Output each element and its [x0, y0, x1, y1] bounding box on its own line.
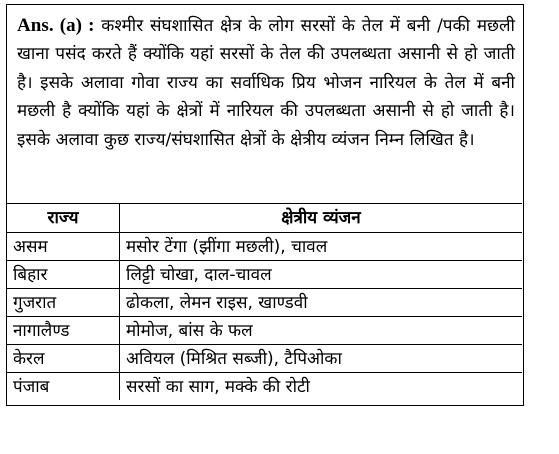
answer-paragraph — [17, 12, 515, 154]
table-row — [7, 289, 522, 317]
cell-state: असम — [7, 233, 120, 261]
table-header-row — [7, 204, 522, 233]
cell-cuisine: अवियल (मिश्रित सब्जी), टैपिओका — [120, 345, 523, 373]
cell-state: बिहार — [7, 261, 120, 289]
answer-text: कश्मीर संघशासित क्षेत्र के लोग सरसों के तेल में बनी /पकी मछली खाना पसंद करते हैं क्योंकि यहां सरसों के तेल की उपलब्धता असानी से हो जाती है। इसके अलावा गोवा राज्य का सर्वाधिक प्रिय भोजन नारियल के तेल में बनी मछली है क्योंकि यहां के क्षेत्रों में नारियल की उपलब्धता असानी से हो जाती है। इसके अलावा कुछ राज्य/संघशासित क्षेत्रों के क्षेत्रीय व्यंजन निम्न लिखित है। — [17, 16, 515, 150]
table-row — [7, 345, 522, 373]
header-cuisine: क्षेत्रीय व्यंजन — [120, 204, 523, 233]
cuisine-table — [7, 203, 522, 400]
cell-cuisine: ढोकला, लेमन राइस, खाण्डवी — [120, 289, 523, 317]
table-row — [7, 373, 522, 401]
cell-cuisine: मसोर टेंगा (झींगा मछली), चावल — [120, 233, 523, 261]
answer-box — [6, 4, 524, 406]
table-row — [7, 233, 522, 261]
cell-state: केरल — [7, 345, 120, 373]
cell-cuisine: मोमोज, बांस के फल — [120, 317, 523, 345]
cell-cuisine: सरसों का साग, मक्के की रोटी — [120, 373, 523, 401]
header-state: राज्य — [7, 204, 120, 233]
cell-state: पंजाब — [7, 373, 120, 401]
cell-state: गुजरात — [7, 289, 120, 317]
answer-label: Ans. (a) : — [17, 15, 95, 36]
cell-cuisine: लिट्टी चोखा, दाल-चावल — [120, 261, 523, 289]
table-row — [7, 317, 522, 345]
cell-state: नागालैण्ड — [7, 317, 120, 345]
table-row — [7, 261, 522, 289]
